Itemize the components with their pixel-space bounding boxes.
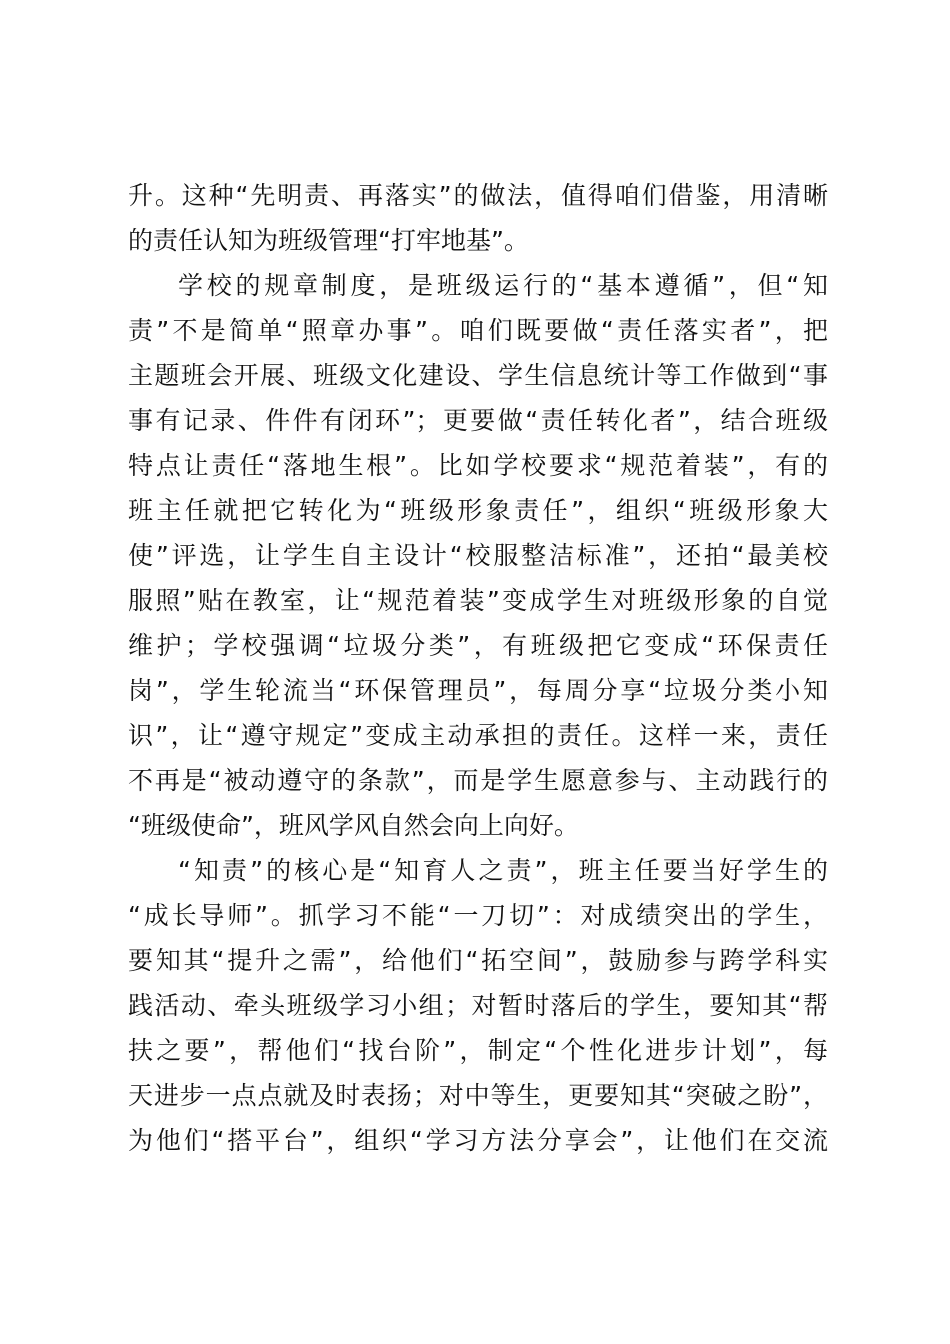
text-line: 服照”贴在教室，让“规范着装”变成学生对班级形象的自觉	[128, 586, 828, 615]
text-line: 学校的规章制度，是班级运行的“基本遵循”，但“知	[178, 271, 828, 300]
text-line: 为他们“搭平台”，组织“学习方法分享会”，让他们在交流	[128, 1126, 828, 1155]
text-line: 使”评选，让学生自主设计“校服整洁标准”，还拍“最美校	[128, 541, 828, 570]
text-line: 天进步一点点就及时表扬；对中等生，更要知其“突破之盼”，	[128, 1081, 828, 1110]
text-line: 升。这种“先明责、再落实”的做法，值得咱们借鉴，用清晰	[128, 181, 828, 210]
text-line: 责”不是简单“照章办事”。咱们既要做“责任落实者”，把	[128, 316, 828, 345]
text-line: 的责任认知为班级管理“打牢地基”。	[128, 226, 529, 255]
text-line: 维护；学校强调“垃圾分类”，有班级把它变成“环保责任	[128, 631, 828, 660]
text-line: 主题班会开展、班级文化建设、学生信息统计等工作做到“事	[128, 361, 828, 390]
text-line: 识”，让“遵守规定”变成主动承担的责任。这样一来，责任	[128, 721, 828, 750]
text-line: 践活动、牵头班级学习小组；对暂时落后的学生，要知其“帮	[128, 991, 828, 1020]
text-line: 班主任就把它转化为“班级形象责任”，组织“班级形象大	[128, 496, 828, 525]
text-line: 扶之要”，帮他们“找台阶”，制定“个性化进步计划”，每	[128, 1036, 828, 1065]
text-line: 岗”，学生轮流当“环保管理员”，每周分享“垃圾分类小知	[128, 676, 828, 705]
text-line: 要知其“提升之需”，给他们“拓空间”，鼓励参与跨学科实	[128, 946, 828, 975]
body-text	[128, 173, 828, 1163]
text-line: “成长导师”。抓学习不能“一刀切”：对成绩突出的学生，	[128, 901, 828, 930]
text-line: 不再是“被动遵守的条款”，而是学生愿意参与、主动践行的	[128, 766, 828, 795]
text-line: “班级使命”，班风学风自然会向上向好。	[128, 811, 579, 840]
text-line: “知责”的核心是“知育人之责”，班主任要当好学生的	[178, 856, 828, 885]
text-line: 事有记录、件件有闭环”；更要做“责任转化者”，结合班级	[128, 406, 828, 435]
text-line: 特点让责任“落地生根”。比如学校要求“规范着装”，有的	[128, 451, 828, 480]
